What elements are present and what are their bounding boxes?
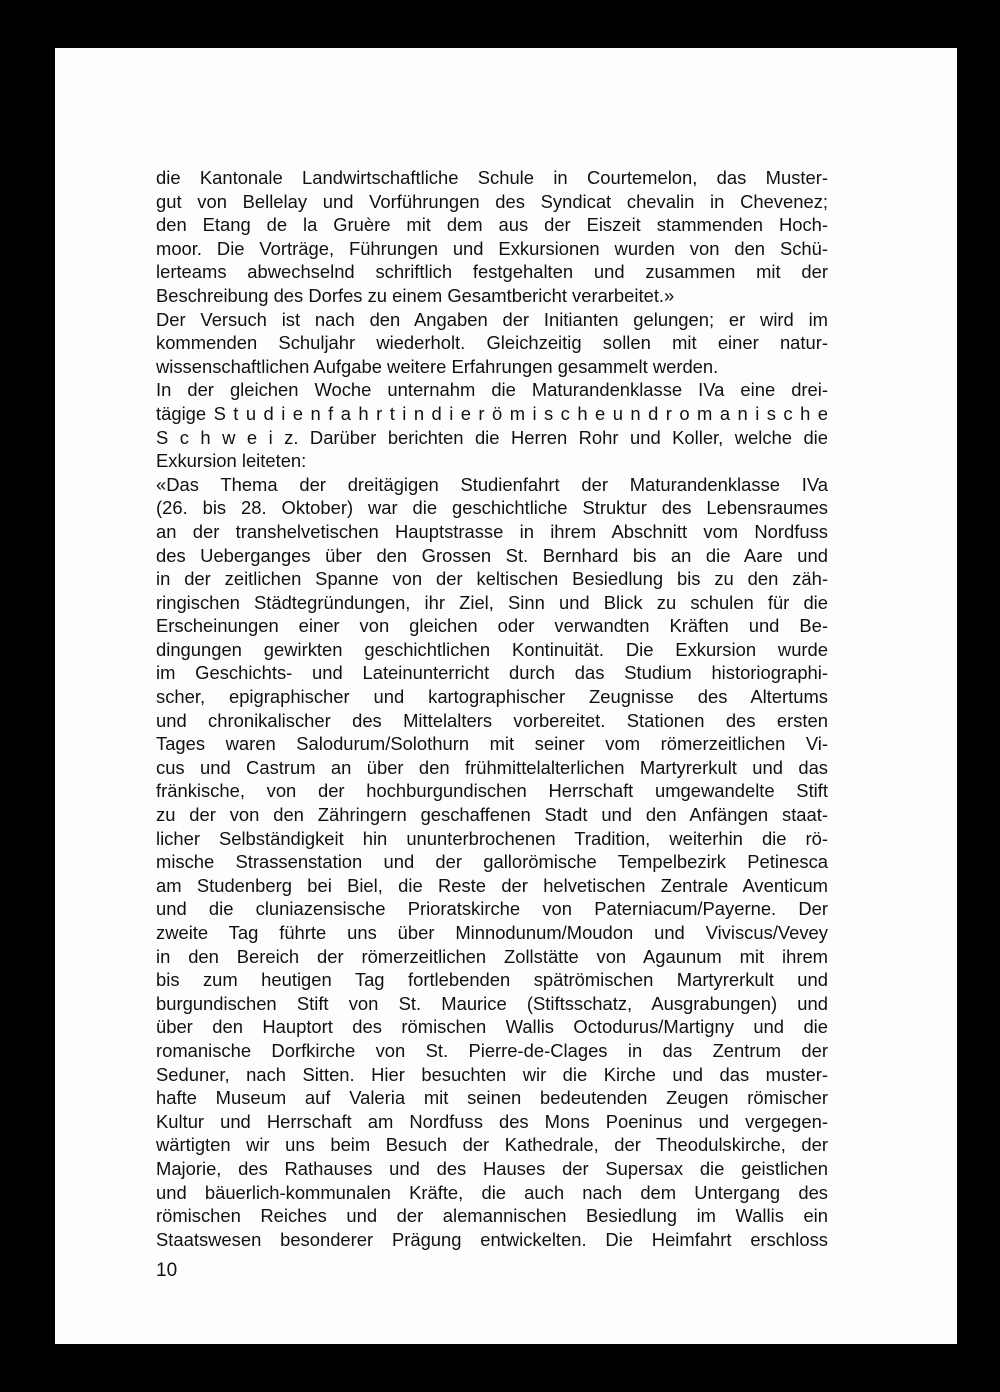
text-line: (26. bis 28. Oktober) war die geschichtliche Struktur des Lebensraumes bbox=[156, 497, 828, 519]
text-line: Majorie, des Rathauses und des Hauses der Supersax die geistlichen bbox=[156, 1157, 828, 1179]
body-text bbox=[156, 166, 828, 1251]
text-line: Staatswesen besonderer Prägung entwickelten. Die Heimfahrt erschloss bbox=[156, 1228, 828, 1250]
text-line: Exkursion leiteten: bbox=[156, 450, 307, 472]
text-line: Tages waren Salodurum/Solothurn mit seiner vom römerzeitlichen Vi- bbox=[156, 733, 828, 755]
text-line: den Etang de la Gruère mit dem aus der Eiszeit stammenden Hoch- bbox=[156, 214, 828, 236]
text-line: S c h w e i z. Darüber berichten die Herren Rohr und Koller, welche die bbox=[156, 426, 828, 448]
text-line: Erscheinungen einer von gleichen oder verwandten Kräften und Be- bbox=[156, 615, 828, 637]
text-line: fränkische, von der hochburgundischen Herrschaft umgewandelte Stift bbox=[156, 780, 828, 802]
text-line: in der zeitlichen Spanne von der keltischen Besiedlung bis zu den zäh- bbox=[156, 568, 828, 590]
text-line: In der gleichen Woche unternahm die Maturandenklasse IVa eine drei- bbox=[156, 379, 828, 401]
text-line: tägige S t u d i e n f a h r t i n d i e r ö m i s c h e u n d r o m a n i s c h e bbox=[156, 402, 828, 424]
text-line: im Geschichts- und Lateinunterricht durch das Studium historiographi- bbox=[156, 662, 828, 684]
text-line: scher, epigraphischer und kartographischer Zeugnisse des Altertums bbox=[156, 686, 828, 708]
text-line: gut von Bellelay und Vorführungen des Syndicat chevalin in Chevenez; bbox=[156, 190, 828, 212]
text-line: lerteams abwechselnd schriftlich festgehalten und zusammen mit der bbox=[156, 261, 828, 283]
text-line: romanische Dorfkirche von St. Pierre-de-Clages in das Zentrum der bbox=[156, 1039, 828, 1061]
text-line: Der Versuch ist nach den Angaben der Initianten gelungen; er wird im bbox=[156, 308, 828, 330]
text-line: wissenschaftlichen Aufgabe weitere Erfahrungen gesammelt werden. bbox=[156, 355, 719, 377]
text-line: licher Selbständigkeit hin ununterbrochenen Tradition, weiterhin die rö- bbox=[156, 827, 828, 849]
text-line: zweite Tag führte uns über Minnodunum/Moudon und Viviscus/Vevey bbox=[156, 922, 828, 943]
text-line: und chronikalischer des Mittelalters vorbereitet. Stationen des ersten bbox=[156, 709, 828, 731]
text-line: Kultur und Herrschaft am Nordfuss des Mons Poeninus und vergegen- bbox=[156, 1110, 828, 1132]
text-line: cus und Castrum an über den frühmittelalterlichen Martyrerkult und das bbox=[156, 756, 828, 778]
text-line: des Ueberganges über den Grossen St. Bernhard bis an die Aare und bbox=[156, 544, 828, 566]
text-line: Beschreibung des Dorfes zu einem Gesamtbericht verarbeitet.» bbox=[156, 284, 675, 306]
text-line: Seduner, nach Sitten. Hier besuchten wir die Kirche und das muster- bbox=[156, 1063, 828, 1085]
text-line: kommenden Schuljahr wiederholt. Gleichzeitig sollen mit einer natur- bbox=[156, 332, 828, 354]
text-line: die Kantonale Landwirtschaftliche Schule in Courtemelon, das Muster- bbox=[156, 167, 828, 188]
text-line: und die cluniazensische Prioratskirche von Paterniacum/Payerne. Der bbox=[156, 898, 828, 920]
text-line: burgundischen Stift von St. Maurice (Stiftsschatz, Ausgrabungen) und bbox=[156, 992, 828, 1014]
text-line: ringischen Städtegründungen, ihr Ziel, Sinn und Blick zu schulen für die bbox=[156, 591, 828, 613]
text-line: dingungen gewirkten geschichtlichen Kontinuität. Die Exkursion wurde bbox=[156, 638, 828, 660]
text-line: römischen Reiches und der alemannischen Besiedlung im Wallis ein bbox=[156, 1205, 828, 1227]
text-line: moor. Die Vorträge, Führungen und Exkursionen wurden von den Schü- bbox=[156, 237, 828, 259]
text-line: am Studenberg bei Biel, die Reste der helvetischen Zentrale Aventicum bbox=[156, 874, 828, 896]
document-page bbox=[55, 48, 957, 1344]
text-line: an der transhelvetischen Hauptstrasse in ihrem Abschnitt vom Nordfuss bbox=[156, 520, 828, 542]
text-line: über den Hauptort des römischen Wallis Octodurus/Martigny und die bbox=[156, 1016, 828, 1038]
text-line: wärtigten wir uns beim Besuch der Kathedrale, der Theodulskirche, der bbox=[156, 1134, 828, 1156]
text-line: mische Strassenstation und der gallorömische Tempelbezirk Petinesca bbox=[156, 851, 828, 873]
text-line: zu der von den Zähringern geschaffenen Stadt und den Anfängen staat- bbox=[156, 804, 828, 826]
text-line: in den Bereich der römerzeitlichen Zollstätte von Agaunum mit ihrem bbox=[156, 945, 828, 967]
text-line: und bäuerlich-kommunalen Kräfte, die auch nach dem Untergang des bbox=[156, 1181, 828, 1203]
page-number: 10 bbox=[156, 1260, 178, 1281]
text-line: bis zum heutigen Tag fortlebenden spätrömischen Martyrerkult und bbox=[156, 969, 828, 991]
text-line: hafte Museum auf Valeria mit seinen bedeutenden Zeugen römischer bbox=[156, 1087, 828, 1109]
text-line: «Das Thema der dreitägigen Studienfahrt der Maturandenklasse IVa bbox=[156, 473, 828, 495]
